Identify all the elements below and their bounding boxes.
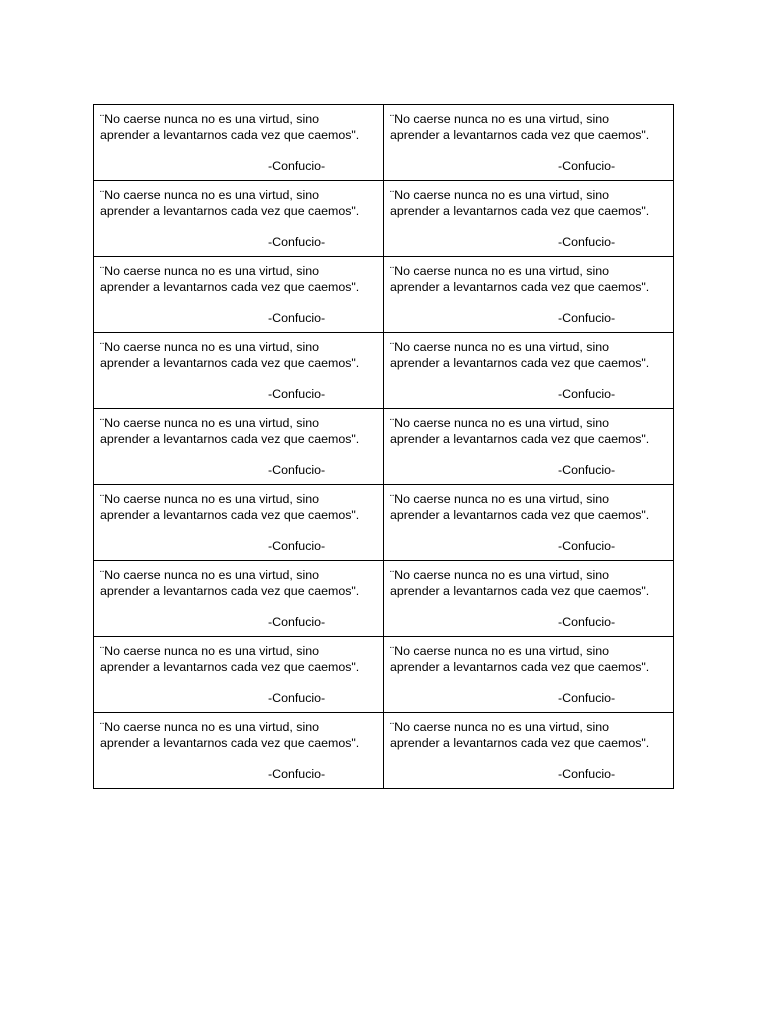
quote-author: -Confucio-	[558, 691, 616, 705]
quote-text: ¨No caerse nunca no es una virtud, sino aprender a levantarnos cada vez que caemos".	[100, 264, 360, 294]
quote-author: -Confucio-	[558, 235, 616, 249]
quote-author: -Confucio-	[268, 387, 326, 401]
quote-author: -Confucio-	[558, 387, 616, 401]
quote-card	[94, 713, 383, 788]
quote-text: ¨No caerse nunca no es una virtud, sino aprender a levantarnos cada vez que caemos".	[100, 112, 360, 142]
quote-text: ¨No caerse nunca no es una virtud, sino aprender a levantarnos cada vez que caemos".	[390, 264, 650, 294]
quote-card-cell	[94, 713, 384, 789]
quote-card	[94, 637, 383, 712]
quote-card	[94, 105, 383, 180]
quote-author: -Confucio-	[268, 767, 326, 781]
card-row	[94, 713, 674, 789]
quote-card	[94, 485, 383, 560]
quote-card	[384, 105, 673, 180]
quote-card-cell	[94, 485, 384, 561]
quote-author: -Confucio-	[268, 311, 326, 325]
quote-card	[384, 713, 673, 788]
quote-card-cell	[94, 561, 384, 637]
quote-card-cell	[94, 181, 384, 257]
quote-text: ¨No caerse nunca no es una virtud, sino aprender a levantarnos cada vez que caemos".	[390, 112, 650, 142]
quote-author: -Confucio-	[558, 159, 616, 173]
quote-text: ¨No caerse nunca no es una virtud, sino aprender a levantarnos cada vez que caemos".	[100, 188, 360, 218]
quote-card-cell	[384, 409, 674, 485]
quote-card-grid	[93, 104, 674, 789]
quote-author: -Confucio-	[558, 767, 616, 781]
quote-text: ¨No caerse nunca no es una virtud, sino aprender a levantarnos cada vez que caemos".	[390, 720, 650, 750]
quote-text: ¨No caerse nunca no es una virtud, sino aprender a levantarnos cada vez que caemos".	[100, 644, 360, 674]
quote-text: ¨No caerse nunca no es una virtud, sino aprender a levantarnos cada vez que caemos".	[390, 416, 650, 446]
quote-card-cell	[384, 105, 674, 181]
quote-text: ¨No caerse nunca no es una virtud, sino aprender a levantarnos cada vez que caemos".	[100, 720, 360, 750]
quote-card	[384, 561, 673, 636]
card-row	[94, 181, 674, 257]
quote-author: -Confucio-	[268, 235, 326, 249]
quote-text: ¨No caerse nunca no es una virtud, sino aprender a levantarnos cada vez que caemos".	[390, 340, 650, 370]
quote-card	[384, 181, 673, 256]
quote-card-cell	[94, 105, 384, 181]
quote-card	[94, 257, 383, 332]
quote-text: ¨No caerse nunca no es una virtud, sino aprender a levantarnos cada vez que caemos".	[100, 340, 360, 370]
quote-card-cell	[94, 409, 384, 485]
quote-author: -Confucio-	[268, 691, 326, 705]
quote-card	[94, 333, 383, 408]
quote-card-cell	[94, 257, 384, 333]
quote-author: -Confucio-	[558, 311, 616, 325]
card-row	[94, 105, 674, 181]
quote-text: ¨No caerse nunca no es una virtud, sino aprender a levantarnos cada vez que caemos".	[100, 568, 360, 598]
quote-card-cell	[384, 485, 674, 561]
card-row	[94, 257, 674, 333]
quote-text: ¨No caerse nunca no es una virtud, sino aprender a levantarnos cada vez que caemos".	[390, 492, 650, 522]
quote-author: -Confucio-	[558, 615, 616, 629]
quote-card	[94, 409, 383, 484]
quote-author: -Confucio-	[268, 463, 326, 477]
quote-card-cell	[94, 333, 384, 409]
quote-card-cell	[384, 561, 674, 637]
quote-text: ¨No caerse nunca no es una virtud, sino aprender a levantarnos cada vez que caemos".	[100, 492, 360, 522]
quote-card-cell	[384, 181, 674, 257]
card-row	[94, 485, 674, 561]
quote-card-cell	[384, 713, 674, 789]
card-row	[94, 409, 674, 485]
quote-author: -Confucio-	[268, 539, 326, 553]
quote-text: ¨No caerse nunca no es una virtud, sino aprender a levantarnos cada vez que caemos".	[390, 188, 650, 218]
quote-card-cell	[94, 637, 384, 713]
quote-author: -Confucio-	[268, 615, 326, 629]
quote-text: ¨No caerse nunca no es una virtud, sino aprender a levantarnos cada vez que caemos".	[100, 416, 360, 446]
quote-card	[94, 181, 383, 256]
quote-author: -Confucio-	[558, 539, 616, 553]
quote-card	[384, 409, 673, 484]
quote-card	[94, 561, 383, 636]
quote-text: ¨No caerse nunca no es una virtud, sino aprender a levantarnos cada vez que caemos".	[390, 644, 650, 674]
quote-card-cell	[384, 333, 674, 409]
quote-card	[384, 485, 673, 560]
quote-card	[384, 637, 673, 712]
quote-text: ¨No caerse nunca no es una virtud, sino aprender a levantarnos cada vez que caemos".	[390, 568, 650, 598]
quote-card	[384, 257, 673, 332]
quote-card	[384, 333, 673, 408]
quote-card-cell	[384, 257, 674, 333]
quote-author: -Confucio-	[558, 463, 616, 477]
quote-author: -Confucio-	[268, 159, 326, 173]
quote-card-cell	[384, 637, 674, 713]
card-row	[94, 637, 674, 713]
card-row	[94, 561, 674, 637]
card-row	[94, 333, 674, 409]
